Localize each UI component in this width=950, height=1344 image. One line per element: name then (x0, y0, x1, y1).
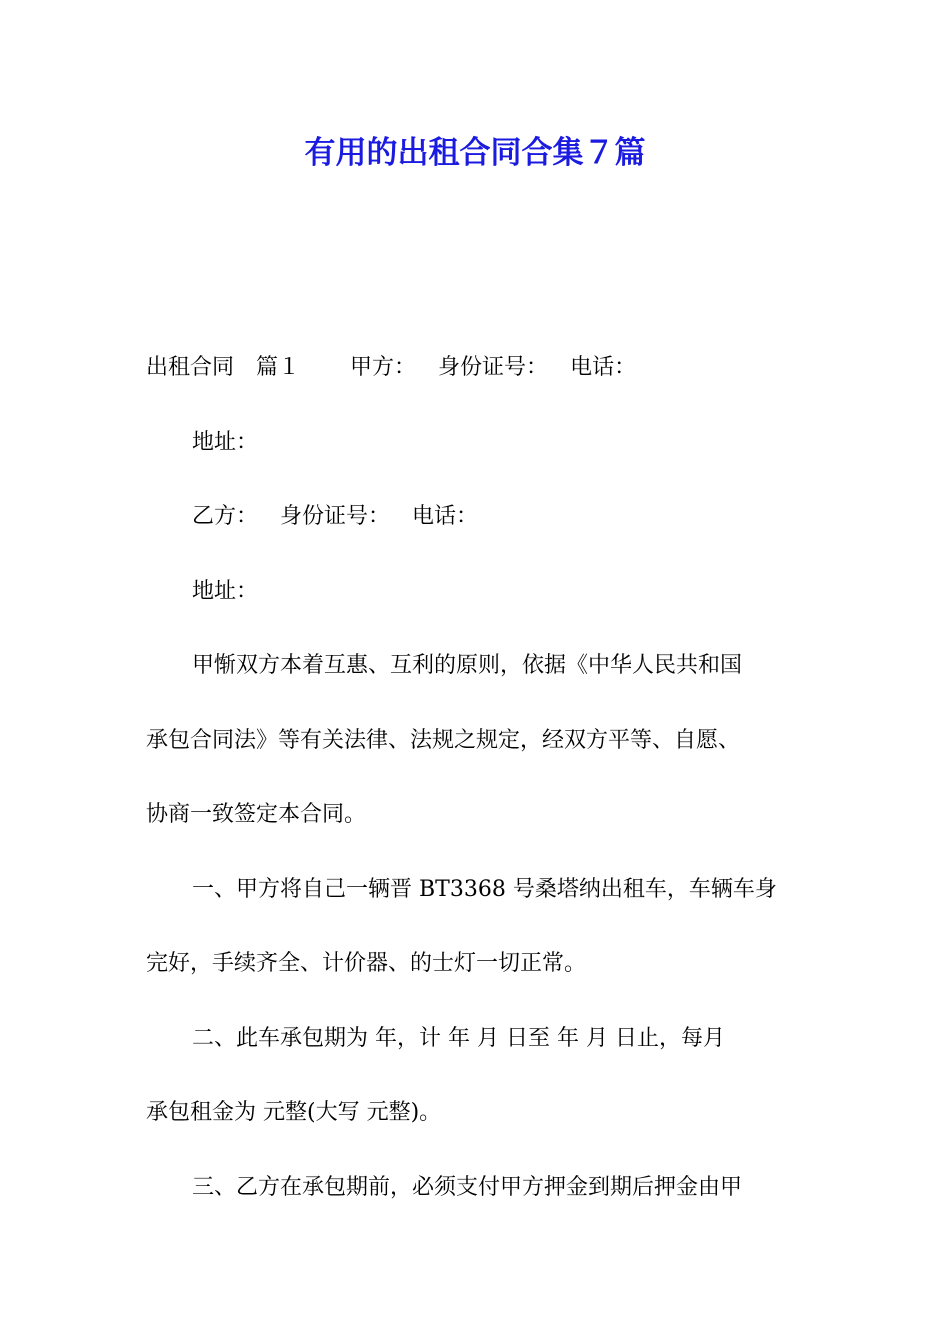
party-b-id-label: 身份证号： (280, 504, 391, 529)
party-b-phone-label: 电话： (412, 504, 479, 529)
party-b-line (146, 480, 806, 555)
party-a-id-label: 身份证号： (438, 355, 549, 380)
paragraph-line: 完好，手续齐全、计价器、的士灯一切正常。 (146, 951, 587, 976)
party-a-phone-label: 电话： (570, 355, 637, 380)
paragraph-line: 承包合同法》等有关法律、法规之规定，经双方平等、自愿、 (146, 727, 741, 753)
paragraph-line: 甲惭双方本着互惠、互利的原则，依据《中华人民共和国 (192, 653, 743, 678)
document-body (146, 331, 806, 1225)
paragraph-line: 一、甲方将自己一辆晋 BT3368 号桑塔纳出租车，车辆车身 (192, 876, 777, 902)
party-a-address-label: 地址： (192, 429, 259, 455)
paragraph-line: 三、乙方在承包期前，必须支付甲方押金到期后押金由甲 (192, 1174, 743, 1200)
party-b-address-label: 地址： (192, 578, 259, 604)
contract-header-line (146, 331, 806, 406)
paragraph-line: 承包租金为 元整(大写 元整)。 (146, 1100, 442, 1125)
paragraph-line: 协商一致签定本合同。 (146, 802, 367, 827)
section-label: 出租合同 (146, 355, 235, 380)
paragraph-line: 二、此车承包期为 年，计 年 月 日至 年 月 日止，每月 (192, 1025, 725, 1051)
part-label: 篇１ (256, 355, 301, 380)
party-b-label: 乙方： (192, 504, 259, 529)
party-a-label: 甲方： (350, 355, 417, 380)
document-title: 有用的出租合同合集７篇 (304, 135, 646, 171)
